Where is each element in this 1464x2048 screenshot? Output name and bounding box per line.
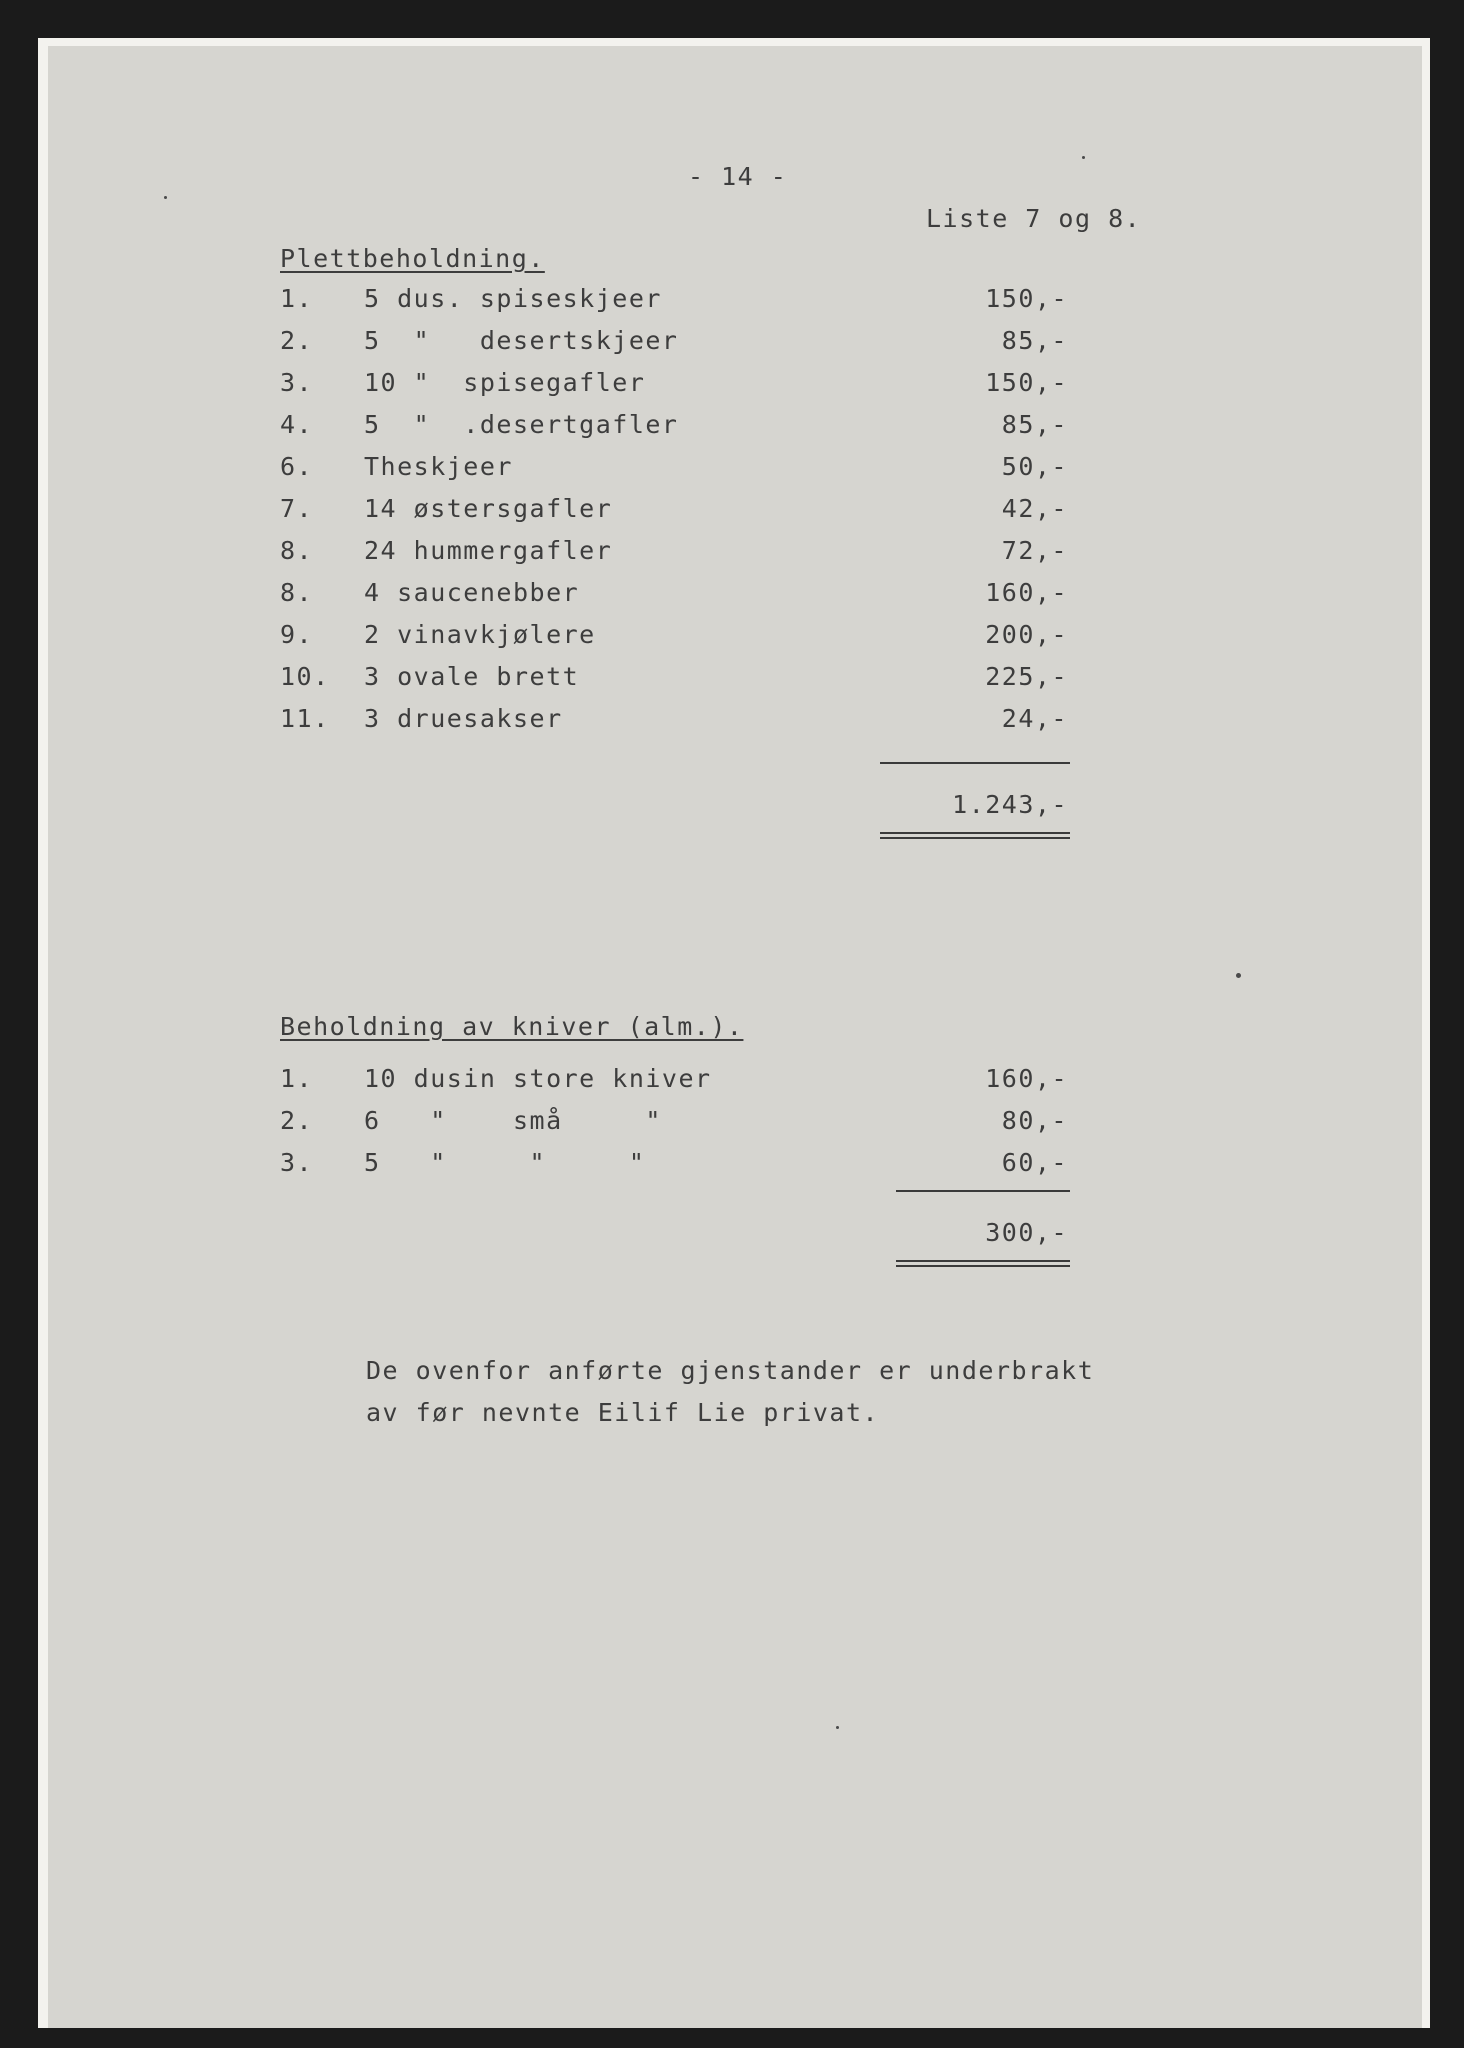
row-number: 1. [280, 1064, 314, 1093]
footer-line-2: av før nevnte Eilif Lie privat. [366, 1398, 880, 1427]
subtotal-rule [880, 762, 1070, 764]
row-description: 5 dus. spiseskjeer [364, 284, 662, 313]
row-amount: 150,- [985, 368, 1068, 397]
row-number: 10. [280, 662, 330, 691]
row-amount: 42,- [1001, 494, 1068, 523]
list-reference: Liste 7 og 8. [926, 204, 1142, 233]
row-number: 7. [280, 494, 314, 523]
row-number: 4. [280, 410, 314, 439]
footer-line-1: De ovenfor anførte gjenstander er underbrakt [366, 1356, 1095, 1385]
row-description: 5 " .desertgafler [364, 410, 679, 439]
row-amount: 160,- [985, 578, 1068, 607]
paper-speck [836, 1726, 839, 1729]
row-description: 24 hummergafler [364, 536, 613, 565]
row-amount: 160,- [985, 1064, 1068, 1093]
subtotal-rule [896, 1190, 1070, 1192]
row-description: 6 " små " [364, 1106, 662, 1135]
row-number: 3. [280, 368, 314, 397]
row-description: 3 ovale brett [364, 662, 580, 691]
row-amount: 50,- [1001, 452, 1068, 481]
row-number: 2. [280, 326, 314, 355]
row-number: 8. [280, 536, 314, 565]
row-description: Theskjeer [364, 452, 513, 481]
row-description: 5 " " " [364, 1148, 646, 1177]
document-page [48, 46, 1422, 2028]
row-description: 10 dusin store kniver [364, 1064, 712, 1093]
row-number: 9. [280, 620, 314, 649]
row-description: 10 " spisegafler [364, 368, 646, 397]
row-amount: 200,- [985, 620, 1068, 649]
row-amount: 85,- [1001, 410, 1068, 439]
row-number: 3. [280, 1148, 314, 1177]
page-number: - 14 - [688, 162, 788, 191]
paper-speck [164, 196, 167, 199]
row-description: 3 druesakser [364, 704, 563, 733]
section2-title: Beholdning av kniver (alm.). [280, 1012, 744, 1041]
row-description: 4 saucenebber [364, 578, 580, 607]
row-description: 2 vinavkjølere [364, 620, 596, 649]
row-number: 2. [280, 1106, 314, 1135]
row-amount: 80,- [1001, 1106, 1068, 1135]
row-amount: 72,- [1001, 536, 1068, 565]
row-amount: 225,- [985, 662, 1068, 691]
row-description: 5 " desertskjeer [364, 326, 679, 355]
row-number: 8. [280, 578, 314, 607]
row-description: 14 østersgafler [364, 494, 613, 523]
section1-total: 1.243,- [952, 790, 1068, 819]
row-number: 1. [280, 284, 314, 313]
row-number: 6. [280, 452, 314, 481]
row-amount: 60,- [1001, 1148, 1068, 1177]
row-amount: 24,- [1001, 704, 1068, 733]
total-double-rule [880, 832, 1070, 839]
paper-speck [1082, 156, 1085, 159]
row-amount: 85,- [1001, 326, 1068, 355]
total-double-rule [896, 1260, 1070, 1267]
row-amount: 150,- [985, 284, 1068, 313]
row-number: 11. [280, 704, 330, 733]
section2-total: 300,- [985, 1218, 1068, 1247]
paper-speck [1236, 973, 1241, 978]
section1-title: Plettbeholdning. [280, 244, 545, 273]
